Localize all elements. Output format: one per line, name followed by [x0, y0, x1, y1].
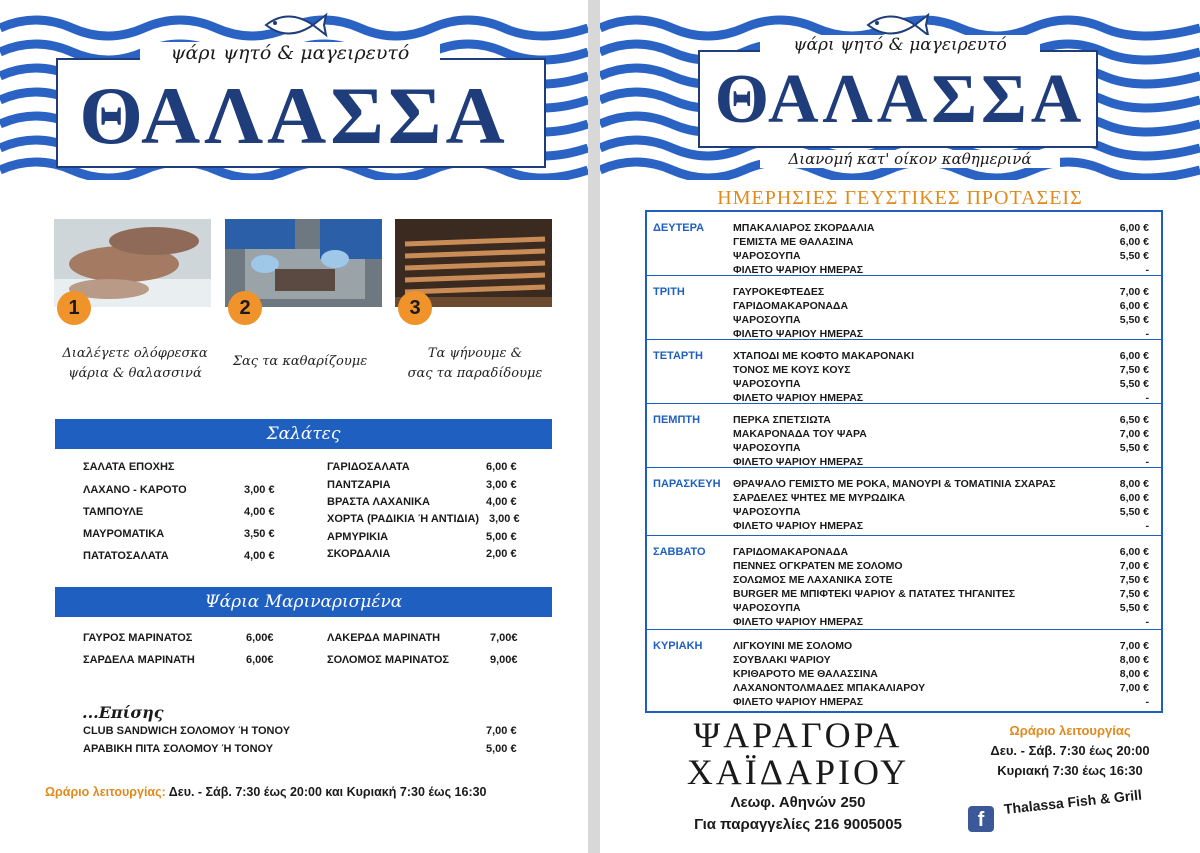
- salad-item: ΧΟΡΤΑ (ΡΑΔΙΚΙΑ Ή ΑΝΤΙΔΙΑ): [327, 513, 480, 525]
- dish-price: 7,00 €: [1119, 428, 1149, 440]
- dish-price: 6,50 €: [1119, 414, 1149, 426]
- facebook-icon: f: [968, 806, 994, 832]
- dish-name: ΠΕΝΝΕΣ ΟΓΚΡΑΤΕΝ ΜΕ ΣΟΛΟΜΟ: [733, 560, 903, 572]
- salad-item: ΠΑΝΤΖΑΡΙΑ: [327, 479, 391, 491]
- dish-name: ΨΑΡΟΣΟΥΠΑ: [733, 250, 801, 262]
- dish-price: 7,50 €: [1119, 364, 1149, 376]
- step-number-3: 3: [398, 291, 432, 325]
- dish-name: BURGER ΜΕ ΜΠΙΦΤΕΚΙ ΨΑΡΙΟΥ & ΠΑΤΑΤΕΣ ΤΗΓΑΝΙΤΕΣ: [733, 588, 1016, 600]
- market-address: Λεωφ. Αθηνών 250: [730, 794, 866, 811]
- dish-price: 6,00 €: [1119, 492, 1149, 504]
- salad-item: ΓΑΡΙΔΟΣΑΛΑΤΑ: [327, 461, 410, 473]
- dish-price: 6,00 €: [1119, 350, 1149, 362]
- dish-price: 7,50 €: [1119, 588, 1149, 600]
- dish-name: ΨΑΡΟΣΟΥΠΑ: [733, 378, 801, 390]
- dish-price: 6,00 €: [1119, 222, 1149, 234]
- opening-hours-weekdays: Δευ. - Σάβ. 7:30 έως 20:00: [990, 743, 1150, 758]
- step-text-1: [40, 344, 230, 384]
- step-text-3-line2: σας τα παραδίδουμε: [407, 366, 543, 381]
- marinated-heading: Ψάρια Μαριναρισμένα: [55, 587, 552, 617]
- opening-hours-sunday: Κυριακή 7:30 έως 16:30: [997, 763, 1143, 778]
- step-text-2-line1: Σας τα καθαρίζουμε: [232, 354, 368, 369]
- day-name: ΚΥΡΙΑΚΗ: [653, 640, 703, 652]
- marinated-item: ΣΑΡΔΕΛΑ ΜΑΡΙΝΑΤΗ: [83, 654, 195, 666]
- salad-price: 5,00 €: [486, 531, 517, 543]
- dish-price: -: [1145, 264, 1149, 276]
- dish-name: ΦΙΛΕΤΟ ΨΑΡΙΟΥ ΗΜΕΡΑΣ: [733, 456, 864, 468]
- also-heading: ...Επίσης: [82, 703, 164, 722]
- dish-price: -: [1145, 328, 1149, 340]
- marinated-price: 6,00€: [246, 654, 274, 666]
- salad-price: 2,00 €: [486, 548, 517, 560]
- tagline: ψάρι ψητό & μαγειρευτό: [760, 35, 1040, 55]
- daily-specials-title: ΗΜΕΡΗΣΙΕΣ ΓΕΥΣΤΙΚΕΣ ΠΡΟΤΑΣΕΙΣ: [717, 187, 1083, 209]
- marinated-item: ΣΟΛΟΜΟΣ ΜΑΡΙΝΑΤΟΣ: [327, 654, 449, 666]
- dish-name: ΤΟΝΟΣ ΜΕ ΚΟΥΣ ΚΟΥΣ: [733, 364, 851, 376]
- also-price: 7,00 €: [486, 725, 517, 737]
- dish-price: -: [1145, 520, 1149, 532]
- market-name-line1: ΨΑΡΑΓΟΡΑ: [693, 715, 903, 755]
- dish-name: ΦΙΛΕΤΟ ΨΑΡΙΟΥ ΗΜΕΡΑΣ: [733, 616, 864, 628]
- dish-price: -: [1145, 616, 1149, 628]
- marinated-item: ΛΑΚΕΡΔΑ ΜΑΡΙΝΑΤΗ: [327, 632, 441, 644]
- dish-price: 5,50 €: [1119, 442, 1149, 454]
- day-block-wednesday: [647, 340, 1161, 404]
- opening-hours-label: Ωράριο λειτουργίας:: [45, 785, 166, 799]
- salad-price: 3,50 €: [244, 528, 275, 540]
- dish-price: 7,00 €: [1119, 286, 1149, 298]
- step-text-3: [380, 344, 570, 384]
- dish-price: -: [1145, 456, 1149, 468]
- dish-price: -: [1145, 392, 1149, 404]
- dish-name: ΚΡΙΘΑΡΟΤΟ ΜΕ ΘΑΛΑΣΣΙΝΑ: [733, 668, 878, 680]
- dish-price: 7,50 €: [1119, 574, 1149, 586]
- dish-price: 8,00 €: [1119, 478, 1149, 490]
- salad-price: 4,00 €: [244, 506, 275, 518]
- step-text-1-line1: Διαλέγετε ολόφρεσκα: [62, 346, 208, 361]
- dish-name: ΠΕΡΚΑ ΣΠΕΤΣΙΩΤΑ: [733, 414, 831, 426]
- dish-price: 7,00 €: [1119, 682, 1149, 694]
- salad-item: ΠΑΤΑΤΟΣΑΛΑΤΑ: [83, 550, 169, 562]
- day-name: ΣΑΒΒΑΤΟ: [653, 546, 706, 558]
- dish-name: ΦΙΛΕΤΟ ΨΑΡΙΟΥ ΗΜΕΡΑΣ: [733, 328, 864, 340]
- dish-price: 5,50 €: [1119, 378, 1149, 390]
- fish-icon: [258, 10, 328, 40]
- tagline: ψάρι ψητό & μαγειρευτό: [140, 42, 440, 64]
- dish-name: ΓΑΡΙΔΟΜΑΚΑΡΟΝΑΔΑ: [733, 546, 849, 558]
- salad-item: ΤΑΜΠΟΥΛΕ: [83, 506, 144, 518]
- menu-daily-page: [600, 0, 1200, 853]
- dish-price: 6,00 €: [1119, 546, 1149, 558]
- salad-price: 4,00 €: [486, 496, 517, 508]
- dish-name: ΣΟΥΒΛΑΚΙ ΨΑΡΙΟΥ: [733, 654, 831, 666]
- step-number-1: 1: [57, 291, 91, 325]
- step-text-2: [210, 352, 390, 372]
- step-text-1-line2: ψάρια & θαλασσινά: [68, 366, 202, 381]
- dish-price: 6,00 €: [1119, 236, 1149, 248]
- dish-name: ΨΑΡΟΣΟΥΠΑ: [733, 314, 801, 326]
- menu-front-page: [0, 0, 588, 853]
- marinated-price: 7,00€: [490, 632, 518, 644]
- marinated-price: 9,00€: [490, 654, 518, 666]
- day-name: ΠΑΡΑΣΚΕΥΗ: [653, 478, 721, 490]
- marinated-item: ΓΑΥΡΟΣ ΜΑΡΙΝΑΤΟΣ: [83, 632, 193, 644]
- dish-name: ΓΑΡΙΔΟΜΑΚΑΡΟΝΑΔΑ: [733, 300, 849, 312]
- order-phone: Για παραγγελίες 216 9005005: [694, 816, 902, 833]
- dish-name: ΓΕΜΙΣΤΑ ΜΕ ΘΑΛΑΣΙΝΑ: [733, 236, 854, 248]
- day-name: ΤΡΙΤΗ: [653, 286, 685, 298]
- dish-price: -: [1145, 696, 1149, 708]
- dish-name: ΛΙΓΚΟΥΙΝΙ ΜΕ ΣΟΛΟΜΟ: [733, 640, 853, 652]
- delivery-note: Διανομή κατ' οίκον καθημερινά: [760, 150, 1060, 168]
- dish-name: ΨΑΡΟΣΟΥΠΑ: [733, 506, 801, 518]
- step-number-2: 2: [228, 291, 262, 325]
- facebook-page-name: Thalassa Fish & Grill: [1003, 786, 1143, 817]
- day-block-thursday: [647, 404, 1161, 468]
- dish-price: 5,50 €: [1119, 314, 1149, 326]
- salad-item: ΑΡΜΥΡΙΚΙΑ: [327, 531, 389, 543]
- opening-hours: [45, 785, 487, 799]
- salad-price: 6,00 €: [486, 461, 517, 473]
- opening-hours-title: Ωράριο λειτουργίας: [1009, 723, 1131, 738]
- dish-name: ΜΑΚΑΡΟΝΑΔΑ ΤΟΥ ΨΑΡΑ: [733, 428, 867, 440]
- day-block-sunday: [647, 630, 1161, 711]
- dish-name: ΧΤΑΠΟΔΙ ΜΕ ΚΟΦΤΟ ΜΑΚΑΡΟΝΑΚΙ: [733, 350, 914, 362]
- also-price: 5,00 €: [486, 743, 517, 755]
- dish-price: 5,50 €: [1119, 506, 1149, 518]
- salad-item: ΒΡΑΣΤΑ ΛΑΧΑΝΙΚΑ: [327, 496, 430, 508]
- dish-price: 8,00 €: [1119, 668, 1149, 680]
- logo-title: ΘΑΛΑΣΣΑ: [714, 61, 1086, 138]
- day-block-friday: [647, 468, 1161, 536]
- day-name: ΤΕΤΑΡΤΗ: [653, 350, 703, 362]
- salad-item: ΣΚΟΡΔΑΛΙΑ: [327, 548, 391, 560]
- dish-price: 8,00 €: [1119, 654, 1149, 666]
- day-block-saturday: [647, 536, 1161, 630]
- dish-name: ΛΑΧΑΝΟΝΤΟΛΜΑΔΕΣ ΜΠΑΚΑΛΙΑΡΟΥ: [733, 682, 926, 694]
- day-block-tuesday: [647, 276, 1161, 340]
- also-item: CLUB SANDWICH ΣΟΛΟΜΟΥ Ή ΤΟΝΟΥ: [83, 725, 291, 737]
- market-name-line2: ΧΑΪΔΑΡΙΟΥ: [686, 752, 910, 792]
- day-name: ΔΕΥΤΕΡΑ: [653, 222, 705, 234]
- dish-name: ΓΑΥΡΟΚΕΦΤΕΔΕΣ: [733, 286, 825, 298]
- step-text-3-line1: Τα ψήνουμε &: [427, 346, 523, 361]
- day-block-monday: [647, 212, 1161, 276]
- marinated-price: 6,00€: [246, 632, 274, 644]
- dish-name: ΘΡΑΨΑΛΟ ΓΕΜΙΣΤΟ ΜΕ ΡΟΚΑ, ΜΑΝΟΥΡΙ & ΤΟΜΑΤΙΝΙΑ ΣΧΑΡΑΣ: [733, 478, 1056, 490]
- day-name: ΠΕΜΠΤΗ: [653, 414, 701, 426]
- dish-name: ΦΙΛΕΤΟ ΨΑΡΙΟΥ ΗΜΕΡΑΣ: [733, 696, 864, 708]
- dish-price: 6,00 €: [1119, 300, 1149, 312]
- dish-name: ΦΙΛΕΤΟ ΨΑΡΙΟΥ ΗΜΕΡΑΣ: [733, 520, 864, 532]
- dish-price: 5,50 €: [1119, 602, 1149, 614]
- dish-name: ΣΑΡΔΕΛΕΣ ΨΗΤΕΣ ΜΕ ΜΥΡΩΔΙΚΑ: [733, 492, 906, 504]
- logo-title: ΘΑΛΑΣΣΑ: [79, 70, 509, 161]
- dish-price: 7,00 €: [1119, 560, 1149, 572]
- dish-price: 5,50 €: [1119, 250, 1149, 262]
- salads-heading: Σαλάτες: [55, 419, 552, 449]
- salad-item: ΜΑΥΡΟΜΑΤΙΚΑ: [83, 528, 165, 540]
- dish-price: 7,00 €: [1119, 640, 1149, 652]
- dish-name: ΨΑΡΟΣΟΥΠΑ: [733, 602, 801, 614]
- dish-name: ΦΙΛΕΤΟ ΨΑΡΙΟΥ ΗΜΕΡΑΣ: [733, 392, 864, 404]
- salad-item: ΛΑΧΑΝΟ - ΚΑΡΟΤΟ: [83, 484, 187, 496]
- also-item: ΑΡΑΒΙΚΗ ΠΙΤΑ ΣΟΛΟΜΟΥ Ή ΤΟΝΟΥ: [83, 743, 274, 755]
- dish-name: ΨΑΡΟΣΟΥΠΑ: [733, 442, 801, 454]
- dish-name: ΣΟΛΩΜΟΣ ΜΕ ΛΑΧΑΝΙΚΑ ΣΟΤΕ: [733, 574, 893, 586]
- dish-name: ΦΙΛΕΤΟ ΨΑΡΙΟΥ ΗΜΕΡΑΣ: [733, 264, 864, 276]
- daily-specials-table: [645, 210, 1163, 713]
- opening-hours-text: Δευ. - Σάβ. 7:30 έως 20:00 και Κυριακή 7:30 έως 16:30: [168, 785, 487, 799]
- salad-item: ΣΑΛΑΤΑ ΕΠΟΧΗΣ: [83, 461, 175, 473]
- salad-price: 3,00 €: [489, 513, 520, 525]
- dish-name: ΜΠΑΚΑΛΙΑΡΟΣ ΣΚΟΡΔΑΛΙΑ: [733, 222, 875, 234]
- salad-price: 3,00 €: [244, 484, 275, 496]
- salad-price: 4,00 €: [244, 550, 275, 562]
- salad-price: 3,00 €: [486, 479, 517, 491]
